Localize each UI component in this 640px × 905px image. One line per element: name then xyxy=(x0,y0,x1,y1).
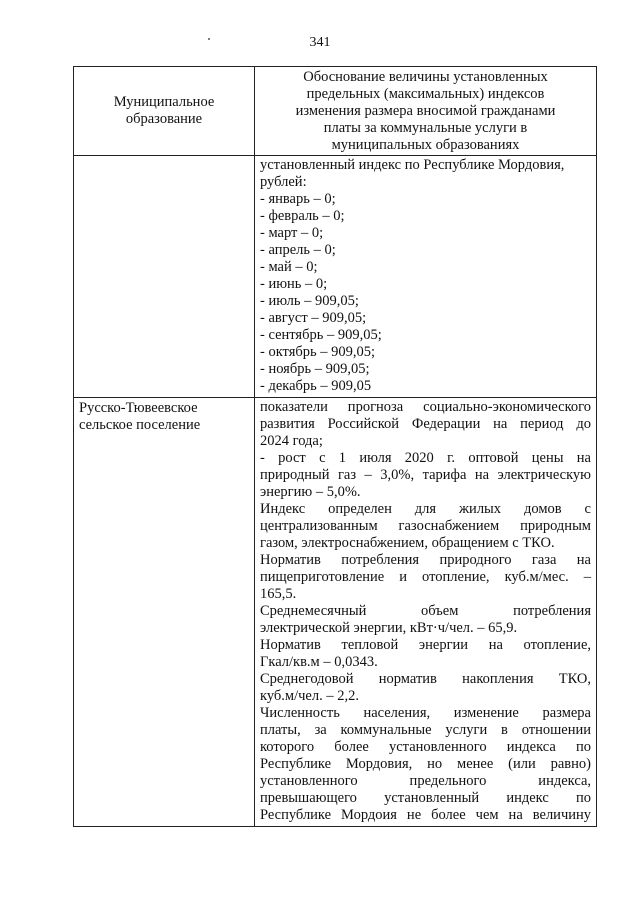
text-line: пищеприготовление и отопление, куб.м/мес. – xyxy=(260,569,591,585)
text-line: - декабрь – 909,05 xyxy=(260,378,372,394)
text-line: газом, электроснабжением, обращением с ТКО. xyxy=(260,535,555,551)
header-right-line: платы за коммунальные услуги в xyxy=(323,120,528,136)
text-line: Индекс определен для жилых домов с xyxy=(260,501,591,517)
text-line: энергию – 5,0%. xyxy=(260,484,361,500)
header-justification xyxy=(255,67,597,156)
text-line: централизованным газоснабжением природным xyxy=(260,518,591,534)
text-line: платы, за коммунальные услуги в отношении xyxy=(260,722,591,738)
text-line: - июль – 909,05; xyxy=(260,293,359,309)
text-line: - сентябрь – 909,05; xyxy=(260,327,382,343)
text-line: Гкал/кв.м – 0,0343. xyxy=(260,654,378,670)
text-line: - апрель – 0; xyxy=(260,242,336,258)
text-line: - рост с 1 июля 2020 г. оптовой цены на xyxy=(260,450,591,466)
text-line: Норматив потребления природного газа на xyxy=(260,552,591,568)
text-line: - октябрь – 909,05; xyxy=(260,344,376,360)
text-line: - июнь – 0; xyxy=(260,276,328,292)
header-left-line: Муниципальное xyxy=(113,94,215,110)
text-line: Численность населения, изменение размера xyxy=(260,705,591,721)
row2-justification xyxy=(255,398,597,827)
text-line: - февраль – 0; xyxy=(260,208,345,224)
text-line: Республике Мордоия не более чем на величину xyxy=(260,807,591,823)
text-line: 165,5. xyxy=(260,586,297,602)
justification-table xyxy=(73,66,597,827)
text-line: природный газ – 3,0%, тарифа на электрическую xyxy=(260,467,591,483)
header-municipality xyxy=(74,67,255,156)
header-right-line: изменения размера вносимой гражданами xyxy=(295,103,556,119)
text-line: - ноябрь – 909,05; xyxy=(260,361,370,377)
text-line: Норматив тепловой энергии на отопление, xyxy=(260,637,591,653)
text-line: электрической энергии, кВт·ч/чел. – 65,9. xyxy=(260,620,518,636)
row2-municipality xyxy=(74,398,255,827)
row1-justification xyxy=(255,156,597,398)
header-right-line: предельных (максимальных) индексов xyxy=(306,86,545,102)
text-line: куб.м/чел. – 2,2. xyxy=(260,688,359,704)
text-line: Среднегодовой норматив накопления ТКО, xyxy=(260,671,591,687)
municipality-name-line: сельское поселение xyxy=(79,417,201,433)
text-line: - январь – 0; xyxy=(260,191,336,207)
text-line: которого более установленного индекса по xyxy=(260,739,591,755)
text-line: превышающего установленный индекс по xyxy=(260,790,591,806)
municipality-name-line: Русско-Тювеевское xyxy=(79,400,198,416)
text-line: Республике Мордовия, но менее (или равно) xyxy=(260,756,591,772)
text-line: - май – 0; xyxy=(260,259,318,275)
page-number: 341 xyxy=(309,35,331,50)
text-line: - август – 909,05; xyxy=(260,310,367,326)
row1-municipality xyxy=(74,156,255,398)
header-left-line: образование xyxy=(125,111,203,127)
text-line: развития Российской Федерации на период до xyxy=(260,416,591,432)
text-line: рублей: xyxy=(260,174,307,190)
text-line: установленного предельного индекса, xyxy=(260,773,591,789)
table-row xyxy=(74,156,597,398)
table-row xyxy=(74,398,597,827)
table-header-row xyxy=(74,67,597,156)
text-line: Среднемесячный объем потребления xyxy=(260,603,591,619)
header-right-line: Обоснование величины установленных xyxy=(303,69,548,85)
text-line: - март – 0; xyxy=(260,225,324,241)
text-line: 2024 года; xyxy=(260,433,323,449)
text-line: показатели прогноза социально-экономического xyxy=(260,399,591,415)
text-line: установленный индекс по Республике Мордовия, xyxy=(260,157,565,173)
header-right-line: муниципальных образованиях xyxy=(331,137,520,153)
scan-speck xyxy=(208,38,210,40)
